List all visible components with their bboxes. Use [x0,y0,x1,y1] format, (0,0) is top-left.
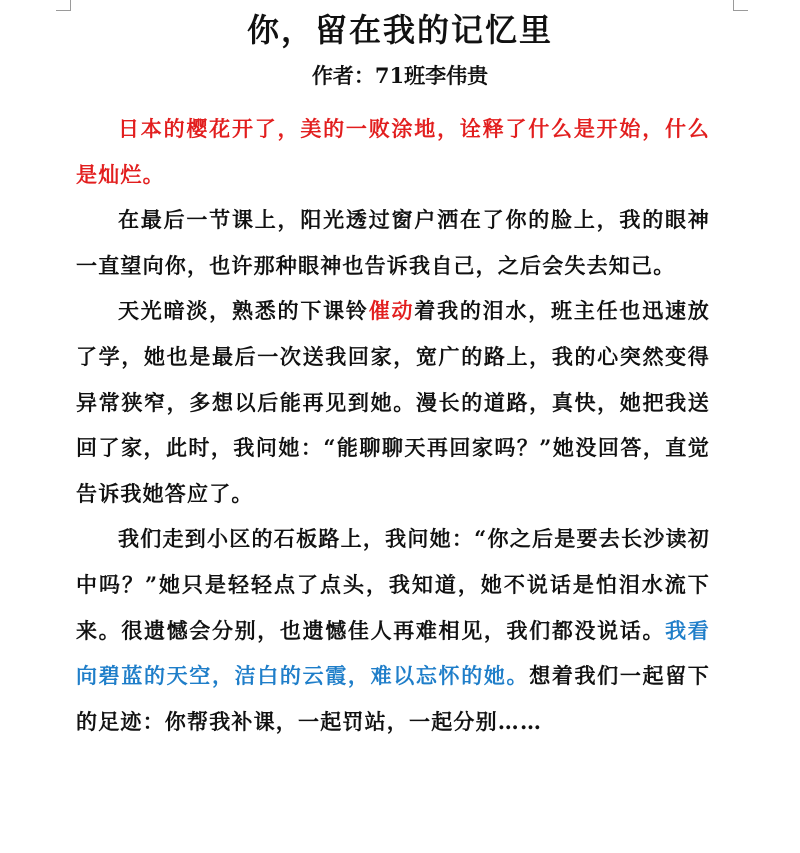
paragraph-3-highlight: 催动 [368,298,415,324]
paragraph-4-highlight: 我看向碧蓝的天空，洁白的云霞，难以忘怀的她。 [76,617,710,689]
paragraph-2-text: 在最后一节课上，阳光透过窗户洒在了你的脸上，我的眼神一直望向你，也许那种眼神也告诉我自己，之后会失去知己。 [76,207,710,278]
paragraph-1 [76,106,710,197]
paragraph-3-text-b: 着我的泪水，班主任也迅速放了学，她也是最后一次送我回家，宽广的路上，我的心突然变得异常狭窄，多想以后能再见到她。漫长的道路，真快，她把我送回了家，此时，我问她：“能聊聊天再回家吗？”她没回答，直觉告诉我她答应了。 [76,298,710,506]
paragraph-4 [76,516,710,744]
paragraph-3 [76,288,710,516]
paragraph-4-text-a: 我们走到小区的石板路上，我问她：“你之后是要去长沙读初中吗？”她只是轻轻点了点头，我知道，她不说话是怕泪水流下来。很遗憾会分别，也遗憾佳人再难相见，我们都没说话。 [76,526,710,643]
paragraph-1-text: 日本的樱花开了，美的一败涂地，诠释了什么是开始，什么是灿烂。 [76,116,710,187]
paragraph-2 [76,197,710,288]
document-author: 作者：71班李伟贵 [311,63,489,88]
document-body [76,106,710,744]
paragraph-4-text-b: 想着我们一起留下的足迹：你帮我补课，一起罚站，一起分别…… [76,663,710,734]
document-title: 你，留在我的记忆里 [246,11,553,49]
paragraph-3-text-a: 天光暗淡，熟悉的下课铃 [118,298,369,324]
